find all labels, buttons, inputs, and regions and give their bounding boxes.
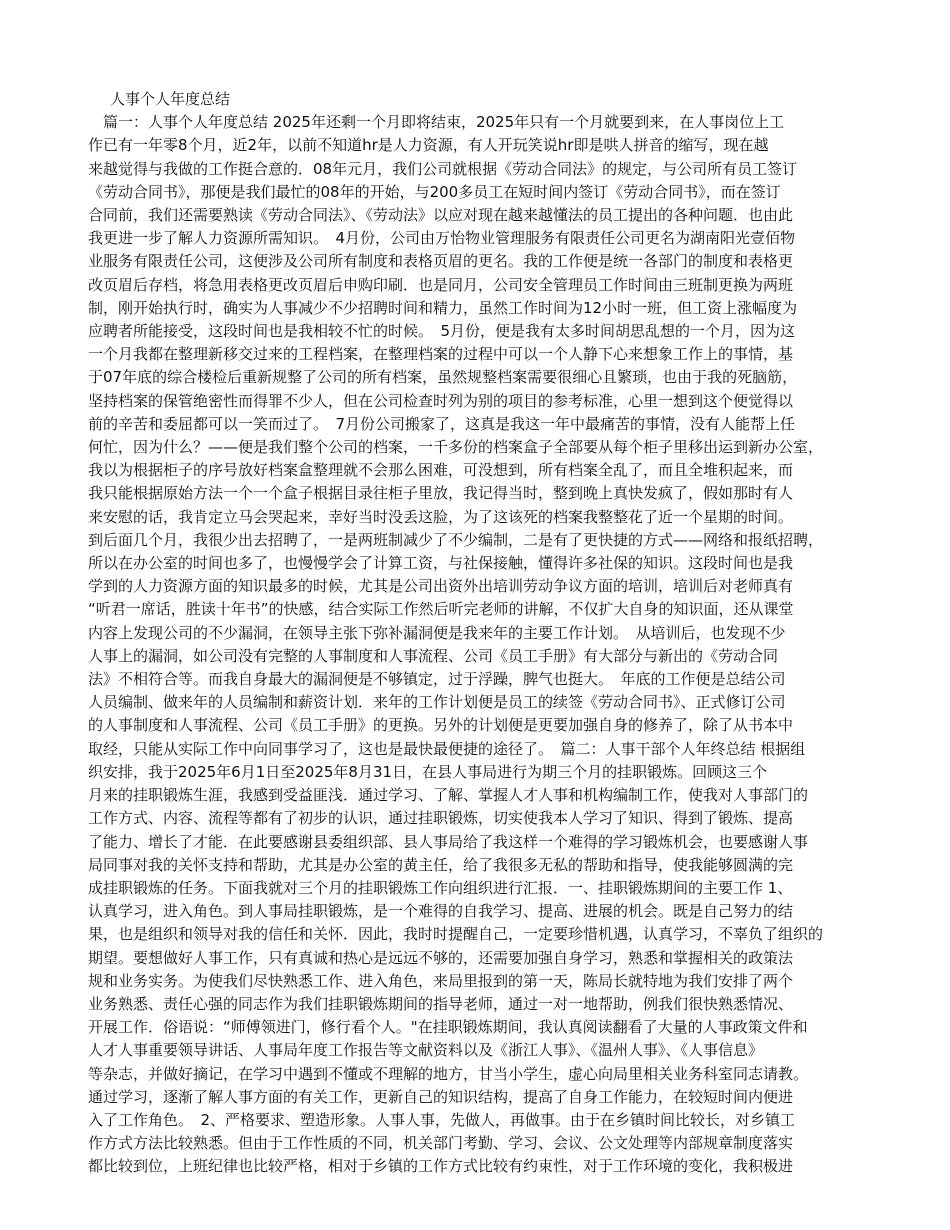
paragraph-line: 篇一：人事个人年度总结 2025年还剩一个月即将结束，2025年只有一个月就要到来，在人事岗位上工 (88, 113, 785, 132)
paragraph-line: 合同前，我们还需要熟读《劳动合同法》、《劳动法》以应对现在越来越懂法的员工提出的各种问题．也由此 (88, 206, 794, 225)
paragraph-line: 业服务有限责任公司，这便涉及公司所有制度和表格页眉的更名。我的工作便是统一各部门的制度和表格更 (88, 252, 794, 271)
paragraph-line: 规和业务实务。为使我们尽快熟悉工作、进入角色，来局里报到的第一天，陈局长就特地为我们安排了两个 (88, 971, 794, 990)
paragraph-line: 所以在办公室的时间也多了，也慢慢学会了计算工资，与社保接触，懂得许多社保的知识。这段时间也是我 (88, 554, 794, 573)
paragraph-line: 入了工作角色。 2、严格要求、塑造形象。人事人事，先做人，再做事。由于在乡镇时间比较长，对乡镇工 (88, 1110, 796, 1129)
paragraph-line: 认真学习，进入角色。到人事局挂职锻炼，是一个难得的自我学习、提高、进展的机会。既是自己努力的结 (88, 902, 794, 921)
paragraph-line: 人才人事重要领导讲话、人事局年度工作报告等文献资料以及《浙江人事》、《温州人事》、《人事信息》 (88, 1041, 764, 1060)
paragraph-line: 到后面几个月，我很少出去招聘了，一是两班制减少了不少编制，二是有了更快捷的方式——网络和报纸招聘， (88, 530, 824, 549)
paragraph-line: 月来的挂职锻炼生涯，我感到受益匪浅．通过学习、了解、掌握人才人事和机构编制工作，使我对人事部门的 (88, 786, 809, 805)
paragraph-line: 改页眉后存档，将急用表格更改页眉后申购印刷．也是同月，公司安全管理员工作时间由三班制更换为两班 (88, 275, 794, 294)
paragraph-line: 开展工作．俗语说：“师傅领进门，修行看个人。"在挂职锻炼期间，我认真阅读翻看了大量的人事政策文件和 (88, 1018, 808, 1037)
paragraph-line: 何忙，因为什么？——便是我们整个公司的档案，一千多份的档案盒子全部要从每个柜子里移出运到新办公室， (88, 438, 824, 457)
paragraph-line: 通过学习，逐渐了解人事方面的有关工作，更新自己的知识结构，提高了自身工作能力，在较短时间内便进 (88, 1087, 794, 1106)
paragraph-line: 期望。要想做好人事工作，只有真诚和热心是远远不够的，还需要加强自身学习，熟悉和掌握相关的政策法 (88, 948, 794, 967)
paragraph-line: 等杂志，并做好摘记，在学习中遇到不懂或不理解的地方，甘当小学生，虚心向局里相关业务科室同志请教。 (88, 1064, 809, 1083)
paragraph-line: 了能力、增长了才能．在此要感谢县委组织部、县人事局给了我这样一个难得的学习锻炼机会，也要感谢人事 (88, 832, 809, 851)
paragraph-line: 前的辛苦和委屈都可以一笑而过了。 7月份公司搬家了，这真是我这一年中最痛苦的事情，没有人能帮上任 (88, 414, 796, 433)
paragraph-line: “听君一席话，胜读十年书”的快感，结合实际工作然后听完老师的讲解，不仅扩大自身的知识面，还从课堂 (88, 600, 794, 619)
document-body (88, 111, 864, 1178)
paragraph-line: 成挂职锻炼的任务。下面我就对三个月的挂职锻炼工作向组织进行汇报．一、挂职锻炼期间的主要工作 1、 (88, 878, 793, 897)
paragraph-line: 我只能根据原始方法一个一个盒子根据目录往柜子里放，我记得当时，整到晚上真快发疯了，假如那时有人 (88, 484, 794, 503)
paragraph-line: 取经，只能从实际工作中向同事学习了，这也是最快最便捷的途径了。 篇二：人事干部个人年终总结 根据组 (88, 739, 806, 758)
paragraph-line: 织安排，我于2025年6月1日至2025年8月31日，在县人事局进行为期三个月的挂职锻炼。回顾这三个 (88, 762, 768, 781)
paragraph-line: 作已有一年零8个月，近2年，以前不知道hr是人力资源，有人开玩笑说hr即是哄人拼音的缩写，现在越 (88, 136, 769, 155)
paragraph-line: 内容上发现公司的不少漏洞，在领导主张下弥补漏洞便是我来年的主要工作计划。 从培训后，也发现不少 (88, 623, 786, 642)
document-page (88, 88, 864, 1179)
paragraph-line: 来安慰的话，我肯定立马会哭起来，幸好当时没丢这脸，为了这该死的档案我整整花了近一个星期的时间。 (88, 507, 794, 526)
paragraph-line: 《劳动合同书》，那便是我们最忙的08年的开始，与200多员工在短时间内签订《劳动合同书》，而在签订 (88, 182, 781, 201)
paragraph-line: 于07年底的综合楼检后重新规整了公司的所有档案，虽然规整档案需要很细心且繁琐，也由于我的死脑筋， (88, 368, 798, 387)
paragraph-line: 人员编制、做来年的人员编制和薪资计划．来年的工作计划便是员工的续签《劳动合同书》、正式修订公司 (88, 693, 786, 712)
paragraph-line: 法》不相符合等。而我自身最大的漏洞便是不够镇定，过于浮躁，脾气也挺大。 年底的工作便是总结公司 (88, 670, 786, 689)
paragraph-line: 的人事制度和人事流程、公司《员工手册》的更换。另外的计划便是更要加强自身的修养了，除了从书本中 (88, 716, 794, 735)
paragraph-line: 来越觉得与我做的工作挺合意的．08年元月，我们公司就根据《劳动合同法》的规定，与公司所有员工签订 (88, 159, 798, 178)
paragraph-line: 工作方式、内容、流程等都有了初步的认识，通过挂职锻炼，切实使我本人学习了知识、得到了锻炼、提高 (88, 809, 794, 828)
paragraph-line: 业务熟悉、责任心强的同志作为我们挂职锻炼期间的指导老师，通过一对一地帮助，例我们很快熟悉情况、 (88, 994, 794, 1013)
document-title: 人事个人年度总结 (110, 90, 231, 108)
paragraph-line: 应聘者所能接受，这段时间也是我相较不忙的时候。 5月份，便是我有太多时间胡思乱想的一个月，因为这 (88, 322, 796, 341)
paragraph-line: 都比较到位，上班纪律也比较严格，相对于乡镇的工作方式比较有约束性，对于工作环境的变化，我积极进 (88, 1157, 794, 1176)
paragraph-line: 人事上的漏洞，如公司没有完整的人事制度和人事流程、公司《员工手册》有大部分与新出的《劳动合同 (88, 646, 779, 665)
paragraph-line: 一个月我都在整理新移交过来的工程档案，在整理档案的过程中可以一个人静下心来想象工作上的事情，基 (88, 345, 794, 364)
paragraph-line: 局同事对我的关怀支持和帮助，尤其是办公室的黄主任，给了我很多无私的帮助和指导，使我能够圆满的完 (88, 855, 794, 874)
paragraph-line: 果，也是组织和领导对我的信任和关怀．因此，我时时提醒自己，一定要珍惜机遇，认真学习，不辜负了组织的 (88, 925, 824, 944)
paragraph-line: 作方式方法比较熟悉。但由于工作性质的不同，机关部门考勤、学习、会议、公文处理等内部规章制度落实 (88, 1134, 794, 1153)
paragraph-line: 制，刚开始执行时，确实为人事减少不少招聘时间和精力，虽然工作时间为12小时一班，但工资上涨幅度为 (88, 298, 798, 317)
paragraph-line: 学到的人力资源方面的知识最多的时候，尤其是公司出资外出培训劳动争议方面的培训，培训后对老师真有 (88, 577, 794, 596)
paragraph-line: 我更进一步了解人力资源所需知识。 4月份，公司由万怡物业管理服务有限责任公司更名为湖南阳光壹佰物 (88, 229, 796, 248)
paragraph-line: 我以为根据柜子的序号放好档案盒整理就不会那么困难，可没想到，所有档案全乱了，而且全堆积起来，而 (88, 461, 794, 480)
paragraph-line: 坚持档案的保管绝密性而得罪不少人，但在公司检查时列为别的项目的参考标准，心里一想到这个便觉得以 (88, 391, 794, 410)
